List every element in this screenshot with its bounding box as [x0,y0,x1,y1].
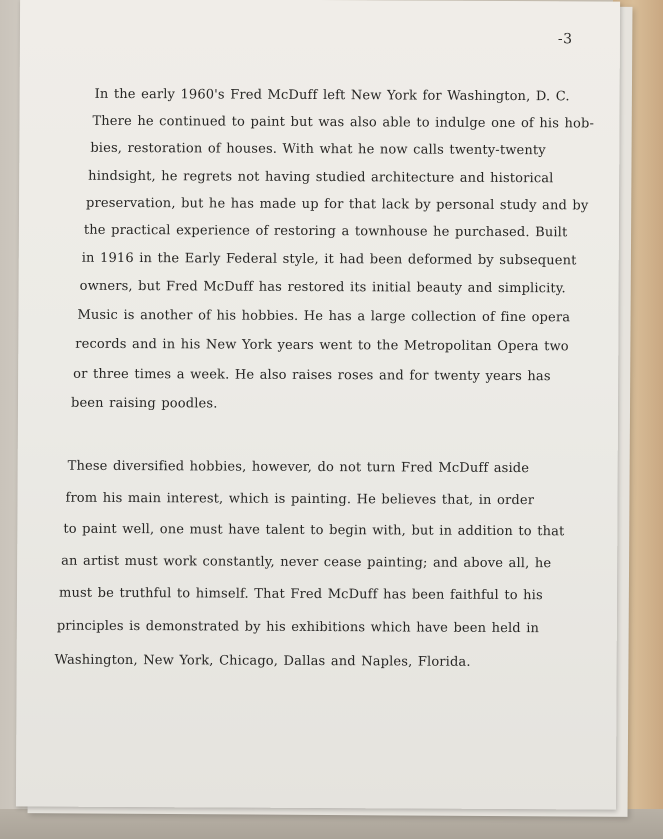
text-line: an artist must work constantly, never cease painting; and above all, he [61,553,552,572]
text-line: In the early 1960's Fred McDuff left New York for Washington, D. C. [94,86,570,105]
text-line: These diversified hobbies, however, do not turn Fred McDuff aside [67,458,530,477]
text-line: from his main interest, which is painting. He believes that, in order [65,490,535,509]
text-line: or three times a week. He also raises roses and for twenty years has [73,366,551,385]
paragraph-1 [20,0,620,412]
text-line: records and in his New York years went to the Metropolitan Opera two [75,336,569,355]
text-line: must be truthful to himself. That Fred McDuff has been faithful to his [58,585,543,604]
document-page [16,0,620,810]
text-line: hindsight, he regrets not having studied architecture and historical [88,168,554,187]
text-line: been raising poodles. [70,395,218,412]
text-line: bies, restoration of houses. With what he now calls twenty-twenty [90,140,546,159]
text-line: Music is another of his hobbies. He has a large collection of fine opera [77,307,571,326]
text-line: principles is demonstrated by his exhibitions which have been held in [56,618,540,637]
text-line: Washington, New York, Chicago, Dallas and Naples, Florida. [54,652,471,670]
text-line: preservation, but he has made up for that lack by personal study and by [86,195,589,214]
page-number: -3 [557,31,573,48]
text-line: in 1916 in the Early Federal style, it had been deformed by subsequent [81,250,577,269]
text-line: the practical experience of restoring a townhouse he purchased. Built [83,222,568,241]
text-line: owners, but Fred McDuff has restored its initial beauty and simplicity. [79,278,566,297]
text-line: to paint well, one must have talent to begin with, but in addition to that [63,521,565,540]
text-line: There he continued to paint but was also able to indulge one of his hob- [92,113,595,132]
